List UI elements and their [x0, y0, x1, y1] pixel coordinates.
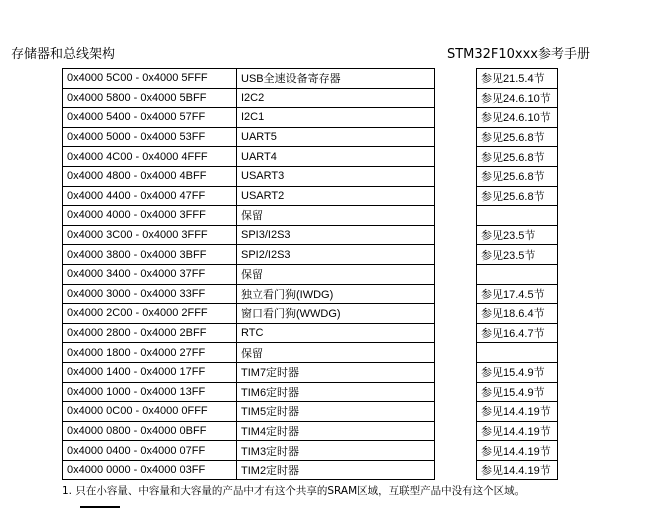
register-reference-cell: 参见23.5节: [477, 225, 558, 245]
table-row: [63, 362, 558, 382]
bus-cell: [435, 421, 477, 441]
peripheral-cell: SPI2/I2S3: [237, 245, 435, 265]
address-range-cell: 0x4000 4400 - 0x4000 47FF: [63, 186, 237, 206]
peripheral-cell: USB全速设备寄存器: [237, 69, 435, 89]
register-reference-cell: 参见25.6.8节: [477, 147, 558, 167]
bus-cell: [435, 382, 477, 402]
register-reference-cell: 参见18.6.4节: [477, 304, 558, 324]
section-title: 存储器和总线架构: [11, 47, 116, 62]
table-row: [63, 69, 558, 89]
table-row: [63, 108, 558, 128]
peripheral-cell: 窗口看门狗(WWDG): [237, 304, 435, 324]
bus-cell: [435, 147, 477, 167]
table-row: [63, 245, 558, 265]
address-range-cell: 0x4000 1000 - 0x4000 13FF: [63, 382, 237, 402]
table-row: [63, 441, 558, 461]
peripheral-cell: TIM4定时器: [237, 421, 435, 441]
bus-cell: [435, 460, 477, 480]
register-reference-cell: 参见25.6.8节: [477, 127, 558, 147]
footnote: 1. 只在小容量、中容量和大容量的产品中才有这个共享的SRAM区域，互联型产品中没有这个区域。: [62, 485, 526, 497]
bus-cell: [435, 108, 477, 128]
register-reference-cell: [477, 343, 558, 363]
address-range-cell: 0x4000 1400 - 0x4000 17FF: [63, 362, 237, 382]
bus-cell: [435, 323, 477, 343]
peripheral-cell: 保留: [237, 264, 435, 284]
cut-off-heading: [62, 503, 122, 509]
table-row: [63, 343, 558, 363]
peripheral-cell: I2C2: [237, 88, 435, 108]
address-range-cell: 0x4000 0000 - 0x4000 03FF: [63, 460, 237, 480]
table-row: [63, 402, 558, 422]
address-range-cell: 0x4000 0800 - 0x4000 0BFF: [63, 421, 237, 441]
table-row: [63, 304, 558, 324]
bus-cell: [435, 284, 477, 304]
peripheral-cell: USART2: [237, 186, 435, 206]
register-boundary-table: [62, 68, 558, 480]
address-range-cell: 0x4000 2C00 - 0x4000 2FFF: [63, 304, 237, 324]
register-reference-cell: 参见23.5节: [477, 245, 558, 265]
bus-cell: [435, 304, 477, 324]
register-reference-cell: 参见15.4.9节: [477, 382, 558, 402]
address-range-cell: 0x4000 4800 - 0x4000 4BFF: [63, 166, 237, 186]
bus-cell: [435, 225, 477, 245]
bus-cell: [435, 186, 477, 206]
peripheral-cell: UART5: [237, 127, 435, 147]
register-reference-cell: 参见14.4.19节: [477, 402, 558, 422]
table-row: [63, 225, 558, 245]
bus-cell: [435, 166, 477, 186]
register-reference-cell: 参见21.5.4节: [477, 69, 558, 89]
bus-cell: [435, 362, 477, 382]
peripheral-cell: RTC: [237, 323, 435, 343]
register-reference-cell: 参见25.6.8节: [477, 186, 558, 206]
peripheral-cell: 保留: [237, 343, 435, 363]
peripheral-cell: TIM6定时器: [237, 382, 435, 402]
register-reference-cell: 参见25.6.8节: [477, 166, 558, 186]
table-row: [63, 206, 558, 226]
register-reference-cell: 参见14.4.19节: [477, 421, 558, 441]
document-title: STM32F10xxx参考手册: [446, 47, 590, 62]
address-range-cell: 0x4000 5400 - 0x4000 57FF: [63, 108, 237, 128]
address-range-cell: 0x4000 3400 - 0x4000 37FF: [63, 264, 237, 284]
peripheral-cell: TIM2定时器: [237, 460, 435, 480]
table-row: [63, 166, 558, 186]
bus-cell: [435, 88, 477, 108]
peripheral-cell: TIM7定时器: [237, 362, 435, 382]
address-range-cell: 0x4000 0400 - 0x4000 07FF: [63, 441, 237, 461]
table-row: [63, 88, 558, 108]
table-row: [63, 264, 558, 284]
peripheral-cell: UART4: [237, 147, 435, 167]
address-range-cell: 0x4000 5000 - 0x4000 53FF: [63, 127, 237, 147]
peripheral-cell: I2C1: [237, 108, 435, 128]
register-reference-cell: [477, 206, 558, 226]
bus-cell: [435, 441, 477, 461]
bus-cell: [435, 69, 477, 89]
table-row: [63, 147, 558, 167]
table-row: [63, 284, 558, 304]
register-reference-cell: 参见24.6.10节: [477, 108, 558, 128]
register-reference-cell: [477, 264, 558, 284]
peripheral-cell: 保留: [237, 206, 435, 226]
address-range-cell: 0x4000 0C00 - 0x4000 0FFF: [63, 402, 237, 422]
address-range-cell: 0x4000 4000 - 0x4000 3FFF: [63, 206, 237, 226]
peripheral-cell: SPI3/I2S3: [237, 225, 435, 245]
bus-cell: [435, 343, 477, 363]
register-reference-cell: 参见15.4.9节: [477, 362, 558, 382]
peripheral-cell: TIM3定时器: [237, 441, 435, 461]
bus-cell: [435, 245, 477, 265]
register-reference-cell: 参见14.4.19节: [477, 460, 558, 480]
table-row: [63, 421, 558, 441]
bus-cell: [435, 127, 477, 147]
register-reference-cell: 参见24.6.10节: [477, 88, 558, 108]
table-row: [63, 186, 558, 206]
table-row: [63, 382, 558, 402]
address-range-cell: 0x4000 5C00 - 0x4000 5FFF: [63, 69, 237, 89]
table-row: [63, 460, 558, 480]
bus-cell: [435, 402, 477, 422]
bus-cell: [435, 206, 477, 226]
table-row: [63, 323, 558, 343]
address-range-cell: 0x4000 3800 - 0x4000 3BFF: [63, 245, 237, 265]
peripheral-cell: TIM5定时器: [237, 402, 435, 422]
address-range-cell: 0x4000 3000 - 0x4000 33FF: [63, 284, 237, 304]
address-range-cell: 0x4000 4C00 - 0x4000 4FFF: [63, 147, 237, 167]
address-range-cell: 0x4000 2800 - 0x4000 2BFF: [63, 323, 237, 343]
register-reference-cell: 参见14.4.19节: [477, 441, 558, 461]
address-range-cell: 0x4000 1800 - 0x4000 27FF: [63, 343, 237, 363]
table-row: [63, 127, 558, 147]
address-range-cell: 0x4000 5800 - 0x4000 5BFF: [63, 88, 237, 108]
register-reference-cell: 参见17.4.5节: [477, 284, 558, 304]
peripheral-cell: 独立看门狗(IWDG): [237, 284, 435, 304]
peripheral-cell: USART3: [237, 166, 435, 186]
register-reference-cell: 参见16.4.7节: [477, 323, 558, 343]
bus-cell: [435, 264, 477, 284]
address-range-cell: 0x4000 3C00 - 0x4000 3FFF: [63, 225, 237, 245]
